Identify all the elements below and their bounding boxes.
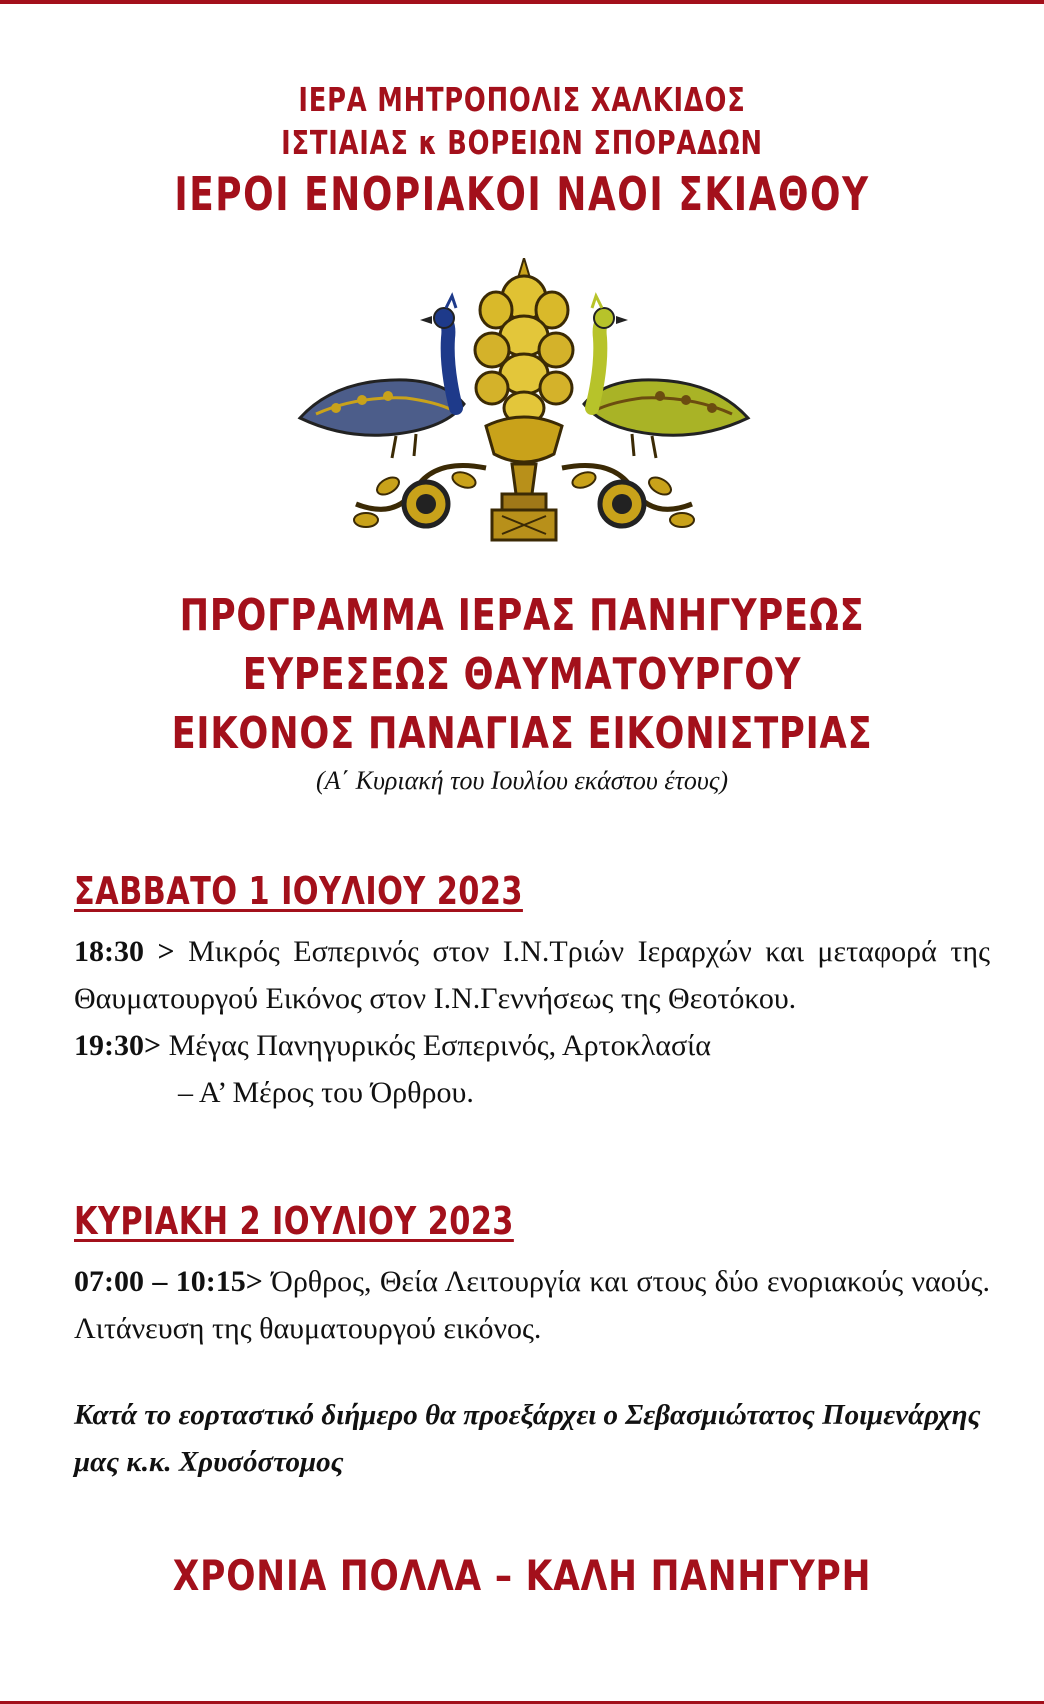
entry-time: 18:30 >: [74, 935, 175, 968]
title-line-3: ΕΙΚΟΝΟΣ ΠΑΝΑΓΙΑΣ ΕΙΚΟΝΙΣΤΡΙΑΣ: [171, 708, 873, 759]
closing-text: Κατά το εορταστικό διήμερο θα προεξάρχει ο Σεβασμιώτατος Ποιμενάρχης μας κ.κ. Χρυσόστομος: [74, 1399, 981, 1478]
right-peacock-icon: [584, 296, 748, 458]
entry-continuation: – Α’ Μέρος του Όρθρου.: [178, 1076, 474, 1109]
day-heading-saturday: ΣΑΒΒΑΤΟ 1 ΙΟΥΛΙΟΥ 2023: [74, 869, 523, 913]
day-sunday-section: [74, 1196, 990, 1352]
closing-note: [74, 1392, 990, 1486]
entry-text: Μέγας Πανηγυρικός Εσπερινός, Αρτοκλασία: [161, 1029, 711, 1062]
top-border: [0, 0, 1044, 4]
schedule-entry: [74, 1022, 990, 1069]
day-heading-sunday: ΚΥΡΙΑΚΗ 2 ΙΟΥΛΙΟΥ 2023: [74, 1199, 514, 1243]
header-region: ΙΣΤΙΑΙΑΣ κ ΒΟΡΕΙΩΝ ΣΠΟΡΑΔΩΝ: [281, 123, 763, 162]
entry-time: 19:30>: [74, 1029, 162, 1062]
entry-text: Όρθρος, Θεία Λειτουργία και στους δύο ενοριακούς ναούς. Λιτάνευση της θαυματουργού εικόνος.: [74, 1265, 990, 1345]
header-parish: ΙΕΡΟΙ ΕΝΟΡΙΑΚΟΙ ΝΑΟΙ ΣΚΙΑΘΟΥ: [174, 167, 870, 221]
header: [0, 78, 1044, 224]
left-peacock-icon: [300, 296, 464, 458]
day-saturday-section: [74, 866, 990, 1116]
program-title: [0, 586, 1044, 801]
tree-of-life-icon: [475, 258, 573, 540]
title-line-2: ΕΥΡΕΣΕΩΣ ΘΑΥΜΑΤΟΥΡΓΟΥ: [242, 649, 802, 700]
title-subtitle: (Α΄ Κυριακή του Ιουλίου εκάστου έτους): [315, 766, 729, 795]
header-metropolis: ΙΕΡΑ ΜΗΤΡΟΠΟΛΙΣ ΧΑΛΚΙΔΟΣ: [298, 80, 746, 119]
festive-greeting: ΧΡΟΝΙΑ ΠΟΛΛΑ – ΚΑΛΗ ΠΑΝΗΓΥΡΗ: [172, 1551, 872, 1600]
schedule-entry: [74, 928, 990, 1022]
entry-time: 07:00 – 10:15>: [74, 1265, 263, 1298]
entry-text: Μικρός Εσπερινός στον Ι.Ν.Τριών Ιεραρχών και μεταφορά της Θαυματουργού Εικόνος στον Ι.Ν.Γεννήσεως της Θεοτόκου.: [74, 935, 990, 1015]
schedule-entry: [74, 1258, 990, 1352]
peacocks-emblem-icon: [296, 258, 752, 548]
title-line-1: ΠΡΟΓΡΑΜΜΑ ΙΕΡΑΣ ΠΑΝΗΓΥΡΕΩΣ: [179, 590, 865, 641]
